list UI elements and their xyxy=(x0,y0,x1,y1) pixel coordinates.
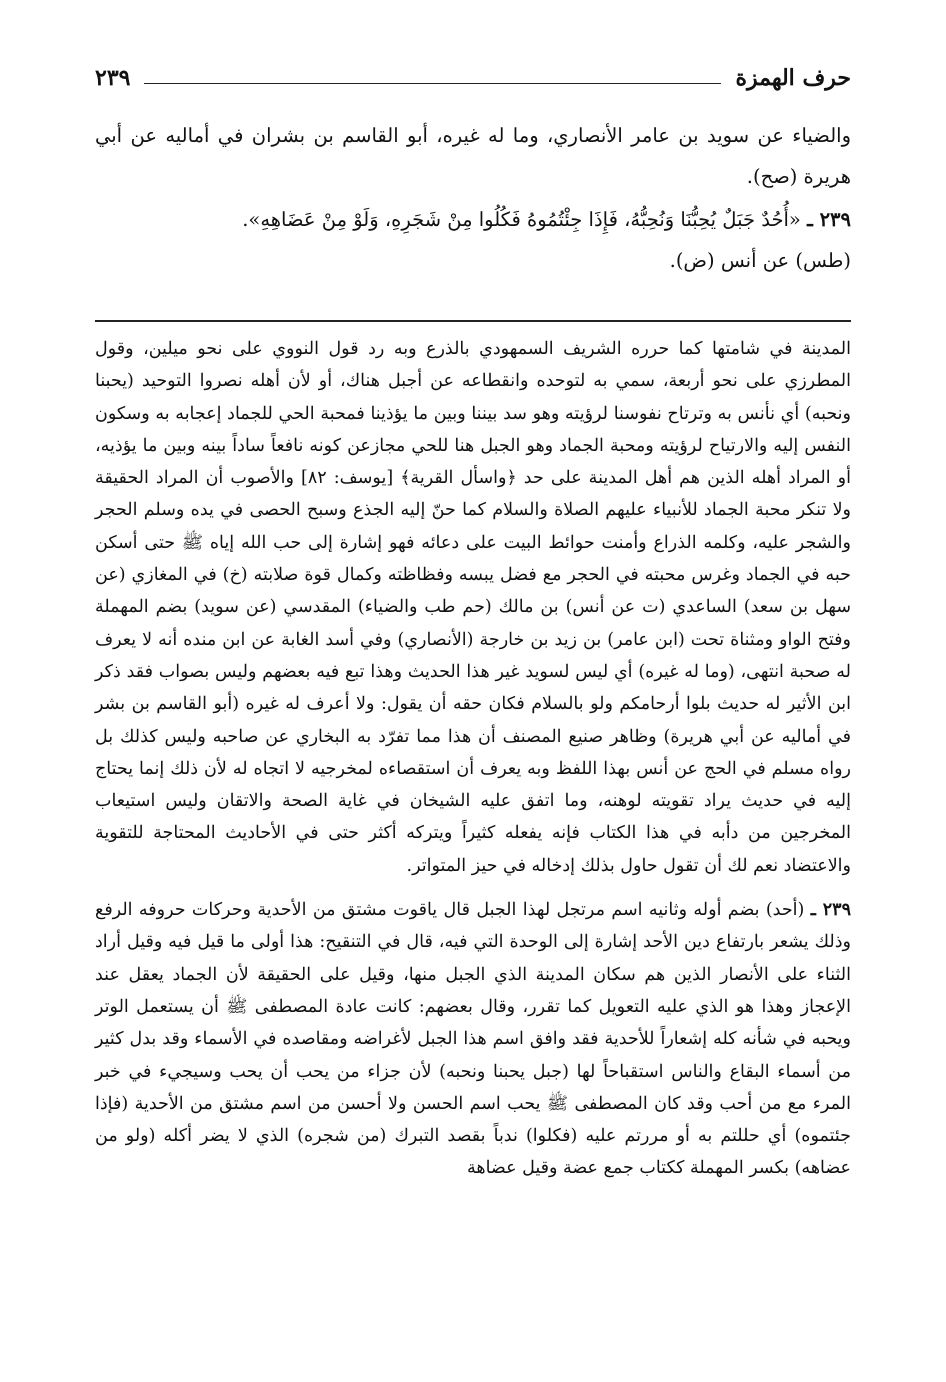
page-header xyxy=(95,58,851,98)
hadith-reference: (طس) عن أنس (ض). xyxy=(669,249,851,272)
footnote-separator xyxy=(95,320,851,322)
commentary xyxy=(95,333,851,1185)
hadith-text: «أُحُدٌ جَبَلٌ يُحِبُّنَا وَنُحِبُّهُ، فَإِذَا جِئْتُمُوهُ فَكُلُوا مِنْ شَجَرِهِ، وَلَوْ مِنْ عَضَاهِهِ». xyxy=(242,208,801,231)
main-text xyxy=(95,115,851,281)
hadith xyxy=(95,199,851,240)
commentary-text: (أحد) بضم أوله وثانيه اسم مرتجل لهذا الجبل قال ياقوت مشتق من الأحدية وحركات حروفه الرفع وذلك يشعر بارتفاع دين الأحد إشارة إلى الوحدة التي فيه، قال في التنقيح: هذا أولى ما قيل فيه وقيل أراد الثناء على الأنصار الذين هم سكان المدينة الذي الجبل منها، وقيل على الحقيقة لأن الجماد يعقل عند الإعجاز وهذا هو الذي عليه التعويل كما تقرر، وقال بعضهم: كانت عادة المصطفى ﷺ أن يستعمل الوتر ويحبه في شأنه كله إشعاراً للأحدية فقد وافق اسم هذا الجبل لأغراضه ومقاصده في الأسماء وقد بدل كثير من أسماء البقاع والناس استقباحاً لها (جبل يحبنا ونحبه) لأن جزاء من يحب أن يحب وسيجيء في خبر المرء مع من أحب وقد كان المصطفى ﷺ يحب اسم الحسن ولا أحسن من اسم مشتق من الأحدية (فإذا جئتموه) أي حللتم به أو مررتم عليه (فكلوا) ندباً بقصد التبرك (من شجره) الذي لا يضر أكله (ولو من عضاهه) بكسر المهملة ككتاب جمع عضة وقيل عضاهة xyxy=(95,900,851,1179)
commentary-paragraph-239 xyxy=(95,894,851,1185)
commentary-number: ٢٣٩ ـ xyxy=(810,900,851,921)
commentary-paragraph: المدينة في شامتها كما حرره الشريف السمهودي بالذرع وبه رد قول النووي على نحو ميلين، وقول المطرزي على نحو أربعة، سمي به لتوحده وانقطاعه عن أجبل هناك، أو لأن أهله نصروا التوحيد (يحبنا ونحبه) أي نأنس به وترتاح نفوسنا لرؤيته وهو سد بيننا وبين ما يؤذينا فمحبة الحي للجماد إعجابه به وسكون النفس إليه والارتياح لرؤيته ومحبة الجماد وهو الجبل هنا للحي مجازعن كونه نافعاً ساداً بينه وبين ما يؤذيه، أو المراد أهله الذين هم أهل المدينة على حد ﴿واسأل القرية﴾ [يوسف: ٨٢] والأصوب أن المراد الحقيقة ولا تنكر محبة الجماد للأنبياء عليهم الصلاة والسلام كما حنّ إليه الجذع وسبح الحصى في يده وسلم الحجر والشجر عليه، وكلمه الذراع وأمنت حوائط البيت على دعائه فهو إشارة إلى حب الله إياه ﷺ حتى أسكن حبه في الجماد وغرس محبته في الحجر مع فضل يبسه وفظاظته وكمال قوة صلابته (خ) في المغازي (عن سهل بن سعد) الساعدي (ت عن أنس) بن مالك (حم طب والضياء) المقدسي (عن سويد) بضم المهملة وفتح الواو ومثناة تحت (ابن عامر) بن زيد بن خارجة (الأنصاري) وفي أسد الغابة عن ابن منده أنه لا يعرف له صحبة انتهى، (وما له غيره) أي ليس لسويد غير هذا الحديث وهذا تبع فيه بعضهم وليس بصواب فقد ذكر ابن الأثير له حديث بلوا أرحامكم ولو بالسلام فكان حقه أن يقول: ولا أعرف له غيره (أبو القاسم بن بشر في أماليه عن أبي هريرة) وظاهر صنيع المصنف أن هذا مما تفرّد به البخاري عن صاحبه وليس كذلك بل رواه مسلم في الحج عن أنس بهذا اللفظ وبه يعرف أن استقصاءه لمخرجيه لا اتجاه له لأن ذلك إنما يحتاج إليه في حديث يراد تقويته لوهنه، وما اتفق عليه الشيخان في غاية الصحة والاتقان وليس استيعاب المخرجين من دأبه في هذا الكتاب فإنه يفعله كثيراً ويتركه أكثر حتى في الأحاديث المحتاجة للتقوية والاعتضاد نعم لك أن تقول حاول بذلك إدخاله في حيز المتواتر. xyxy=(95,339,851,876)
page-number: ٢٣٩ xyxy=(95,65,131,91)
chapter-title: حرف الهمزة xyxy=(735,65,851,91)
header-rule xyxy=(144,83,721,84)
hadith-number: ٢٣٩ ـ xyxy=(807,208,851,231)
source-line: والضياء عن سويد بن عامر الأنصاري، وما له غيره، أبو القاسم بن بشران في أماليه عن أبي هريرة (صح). xyxy=(95,124,851,188)
